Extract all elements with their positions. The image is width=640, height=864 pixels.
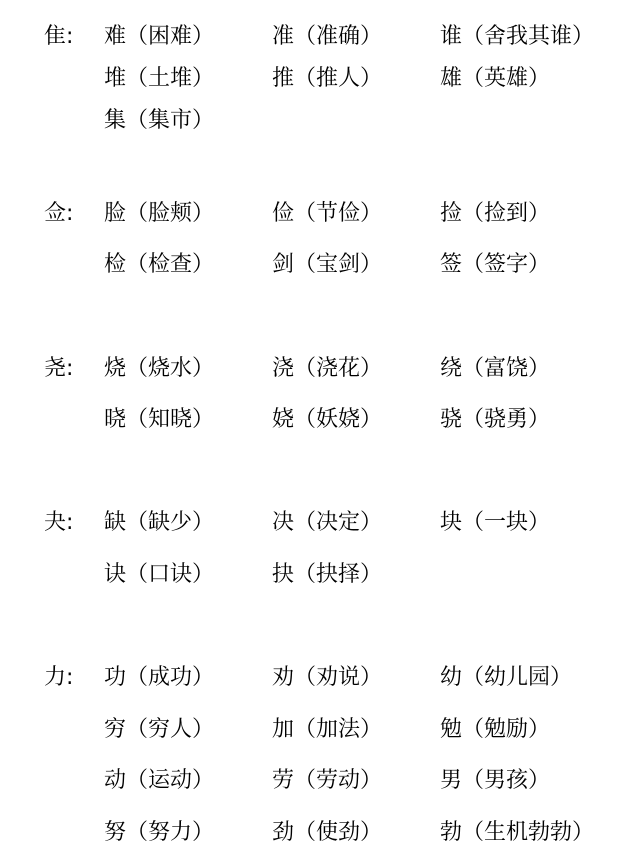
word-entry: 抉（抉择） — [272, 562, 383, 587]
word-entry: 幼（幼儿园） — [440, 665, 573, 690]
word-entry: 决（决定） — [272, 510, 383, 535]
word-entry: 劝（劝说） — [272, 665, 383, 690]
radical-label: 尧: — [44, 356, 74, 381]
word-entry: 穷（穷人） — [104, 717, 215, 742]
word-entry: 剑（宝剑） — [272, 252, 383, 277]
word-entry: 脸（脸颊） — [104, 201, 215, 226]
word-row — [0, 199, 640, 229]
radical-label: 力: — [44, 665, 74, 690]
word-row — [0, 663, 640, 693]
word-row — [0, 354, 640, 384]
word-row — [0, 560, 640, 590]
word-entry: 缺（缺少） — [104, 510, 215, 535]
radical-label: 隹: — [44, 24, 74, 49]
word-entry: 娆（妖娆） — [272, 407, 383, 432]
word-row — [0, 405, 640, 435]
word-entry: 勃（生机勃勃） — [440, 820, 595, 845]
word-entry: 雄（英雄） — [440, 66, 551, 91]
radical-label: 夬: — [44, 510, 74, 535]
word-entry: 劳（劳动） — [272, 768, 383, 793]
word-row — [0, 818, 640, 848]
word-row — [0, 715, 640, 745]
word-entry: 骁（骁勇） — [440, 407, 551, 432]
word-entry: 晓（知晓） — [104, 407, 215, 432]
word-entry: 浇（浇花） — [272, 356, 383, 381]
word-entry: 加（加法） — [272, 717, 383, 742]
word-entry: 劲（使劲） — [272, 820, 383, 845]
word-entry: 准（准确） — [272, 24, 383, 49]
word-entry: 集（集市） — [104, 108, 215, 133]
word-entry: 烧（烧水） — [104, 356, 215, 381]
word-entry: 捡（捡到） — [440, 201, 551, 226]
word-entry: 动（运动） — [104, 768, 215, 793]
word-entry: 绕（富饶） — [440, 356, 551, 381]
word-entry: 检（检查） — [104, 252, 215, 277]
radical-label: 佥: — [44, 201, 74, 226]
word-row — [0, 64, 640, 94]
word-entry: 男（男孩） — [440, 768, 551, 793]
word-row — [0, 106, 640, 136]
word-entry: 难（困难） — [104, 24, 215, 49]
word-row — [0, 250, 640, 280]
word-row — [0, 22, 640, 52]
word-entry: 功（成功） — [104, 665, 215, 690]
word-entry: 勉（勉励） — [440, 717, 551, 742]
word-row — [0, 508, 640, 538]
word-entry: 努（努力） — [104, 820, 215, 845]
word-entry: 谁（舍我其谁） — [440, 24, 595, 49]
word-entry: 诀（口诀） — [104, 562, 215, 587]
word-entry: 块（一块） — [440, 510, 551, 535]
word-entry: 堆（土堆） — [104, 66, 215, 91]
word-row — [0, 766, 640, 796]
word-entry: 俭（节俭） — [272, 201, 383, 226]
word-entry: 签（签字） — [440, 252, 551, 277]
word-entry: 推（推人） — [272, 66, 383, 91]
